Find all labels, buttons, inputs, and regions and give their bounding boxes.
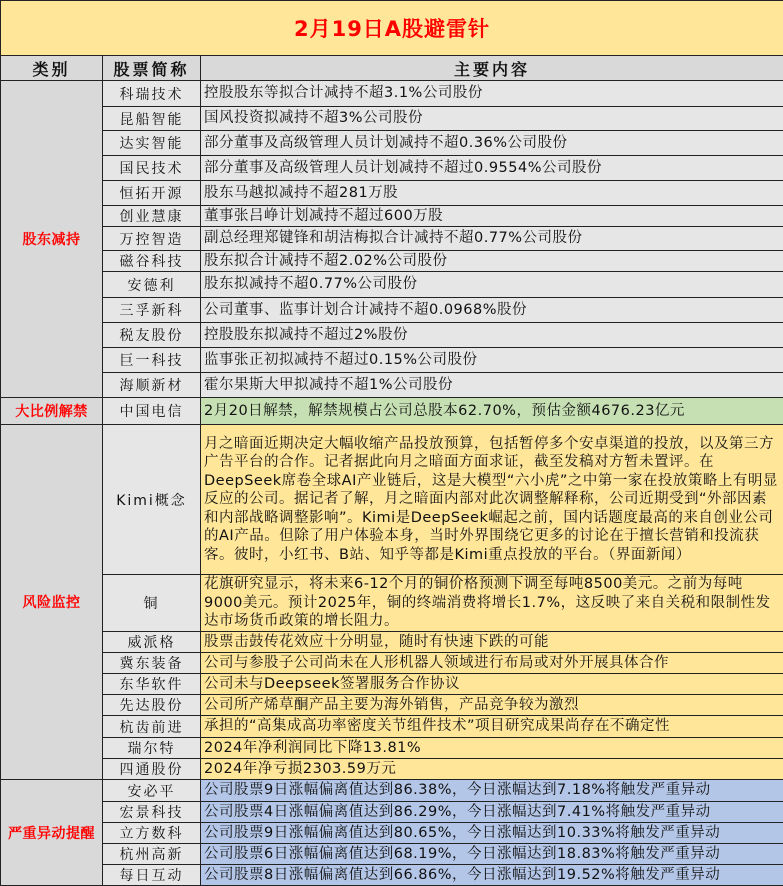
stock-name-cell: 中国电信 [103, 398, 201, 425]
category-cell: 股东减持 [1, 81, 103, 398]
header-content: 主要内容 [201, 56, 783, 81]
stock-name-cell: 三孚新科 [103, 298, 201, 323]
category-cell: 风险监控 [1, 425, 103, 780]
content-cell: 控股股东等拟合计减持不超3.1%公司股份 [201, 81, 783, 107]
table-row [1, 695, 783, 716]
table-row [1, 802, 783, 823]
stock-name-cell: 冀东装备 [103, 653, 201, 674]
stock-name-cell: 恒拓开源 [103, 181, 201, 206]
content-cell: 霍尔果斯大甲拟减持不超1%公司股份 [201, 373, 783, 398]
content-cell: 股东马越拟减持不超281万股 [201, 181, 783, 206]
table-row [1, 738, 783, 759]
content-cell: 董事张吕峥计划减持不超过600万股 [201, 206, 783, 227]
table-row [1, 759, 783, 780]
content-cell: 控股股东拟减持不超过2%股份 [201, 323, 783, 348]
content-cell: 副总经理郑键锋和胡洁梅拟合计减持不超0.77%公司股份 [201, 227, 783, 251]
header-category: 类别 [1, 56, 103, 81]
content-cell: 2024年净亏损2303.59万元 [201, 759, 783, 780]
content-cell: 公司董事、监事计划合计减持不超0.0968%股份 [201, 298, 783, 323]
content-cell: 监事张正初拟减持不超过0.15%公司股份 [201, 348, 783, 373]
stock-name-cell: Kimi概念 [103, 425, 201, 575]
header-name: 股票简称 [103, 56, 201, 81]
table-row [1, 206, 783, 227]
stock-name-cell: 创业慧康 [103, 206, 201, 227]
stock-name-cell: 威派格 [103, 632, 201, 653]
stock-name-cell: 东华软件 [103, 674, 201, 695]
table-row [1, 844, 783, 865]
content-cell: 公司与参股子公司尚未在人形机器人领域进行布局或对外开展具体合作 [201, 653, 783, 674]
stock-name-cell: 安必平 [103, 780, 201, 802]
table-row [1, 716, 783, 738]
stock-name-cell: 杭齿前进 [103, 716, 201, 738]
stock-name-cell: 先达股份 [103, 695, 201, 716]
table-row [1, 865, 783, 886]
table-row [1, 373, 783, 398]
header-row [1, 56, 783, 81]
stock-name-cell: 科瑞技术 [103, 81, 201, 107]
table-row [1, 575, 783, 632]
table-row [1, 227, 783, 251]
stock-name-cell: 巨一科技 [103, 348, 201, 373]
table-row [1, 425, 783, 575]
table-row [1, 323, 783, 348]
table-row [1, 398, 783, 425]
stock-name-cell: 杭州高新 [103, 844, 201, 865]
stock-name-cell: 昆船智能 [103, 107, 201, 131]
table-row [1, 181, 783, 206]
content-cell: 公司股票9日涨幅偏离值达到86.38%，今日涨幅达到7.18%将触发严重异动 [201, 780, 783, 802]
stock-name-cell: 宏景科技 [103, 802, 201, 823]
stock-name-cell: 达实智能 [103, 131, 201, 156]
stock-name-cell: 安德利 [103, 272, 201, 298]
content-cell: 公司股票9日涨幅偏离值达到80.65%，今日涨幅达到10.33%将触发严重异动 [201, 823, 783, 844]
table-row [1, 823, 783, 844]
table-row [1, 156, 783, 181]
content-cell: 公司股票4日涨幅偏离值达到86.29%，今日涨幅达到7.41%将触发严重异动 [201, 802, 783, 823]
content-cell: 花旗研究显示，将未来6-12个月的铜价格预测下调至每吨8500美元。之前为每吨9000美元。预计2025年，铜的终端消费将增长1.7%，这反映了来自关税和限制性发达市场货币政策的增长阻力。 [201, 575, 783, 632]
table-row [1, 272, 783, 298]
content-cell: 部分董事及高级管理人员计划减持不超0.36%公司股份 [201, 131, 783, 156]
page-title: 2月19日A股避雷针 [1, 1, 783, 56]
category-cell: 严重异动提醒 [1, 780, 103, 886]
stock-name-cell: 铜 [103, 575, 201, 632]
table-row [1, 653, 783, 674]
table-row [1, 81, 783, 107]
table-row [1, 107, 783, 131]
content-cell: 公司股票8日涨幅偏离值达到66.86%，今日涨幅达到19.52%将触发严重异动 [201, 865, 783, 886]
content-cell: 股票击鼓传花效应十分明显，随时有快速下跌的可能 [201, 632, 783, 653]
content-cell: 2024年净利润同比下降13.81% [201, 738, 783, 759]
content-cell: 公司未与Deepseek签署服务合作协议 [201, 674, 783, 695]
stock-name-cell: 瑞尔特 [103, 738, 201, 759]
stock-name-cell: 立方数科 [103, 823, 201, 844]
content-cell: 月之暗面近期决定大幅收缩产品投放预算，包括暂停多个安卓渠道的投放，以及第三方广告平台的合作。记者据此向月之暗面方面求证，截至发稿对方暂未置评。在DeepSeek席卷全球AI产业链后，这是大模型“六小虎”之中第一家在投放策略上有明显反应的公司。据记者了解，月之暗面内部对此次调整解释称，公司近期受到“外部因素和内部战略调整影响”。Kimi是DeepSeek崛起之前，国内话题度最高的来自创业公司的AI产品。但除了用户体验本身，当时外界围绕它更多的讨论在于擅长营销和投流获客。彼时，小红书、B站、知乎等都是Kimi重点投放的平台。（界面新闻） [201, 425, 783, 575]
content-cell: 承担的“高集成高功率密度关节组件技术”项目研究成果尚存在不确定性 [201, 716, 783, 738]
content-cell: 国风投资拟减持不超3%公司股份 [201, 107, 783, 131]
stock-name-cell: 四通股份 [103, 759, 201, 780]
table-row [1, 251, 783, 272]
table-row [1, 131, 783, 156]
content-cell: 股东拟合计减持不超2.02%公司股份 [201, 251, 783, 272]
category-cell: 大比例解禁 [1, 398, 103, 425]
content-cell: 部分董事及高级管理人员计划减持不超过0.9554%公司股份 [201, 156, 783, 181]
stock-name-cell: 磁谷科技 [103, 251, 201, 272]
table-row [1, 632, 783, 653]
content-cell: 股东拟减持不超0.77%公司股份 [201, 272, 783, 298]
table-row [1, 780, 783, 802]
content-cell: 公司所产烯草酮产品主要为海外销售，产品竞争较为激烈 [201, 695, 783, 716]
content-cell: 2月20日解禁，解禁规模占公司总股本62.70%，预估金额4676.23亿元 [201, 398, 783, 425]
stock-name-cell: 税友股份 [103, 323, 201, 348]
table-row [1, 674, 783, 695]
stock-name-cell: 海顺新材 [103, 373, 201, 398]
content-cell: 公司股票6日涨幅偏离值达到68.19%，今日涨幅达到18.83%将触发严重异动 [201, 844, 783, 865]
table-row [1, 348, 783, 373]
stock-name-cell: 万控智造 [103, 227, 201, 251]
stock-name-cell: 国民技术 [103, 156, 201, 181]
stock-name-cell: 每日互动 [103, 865, 201, 886]
table-row [1, 298, 783, 323]
